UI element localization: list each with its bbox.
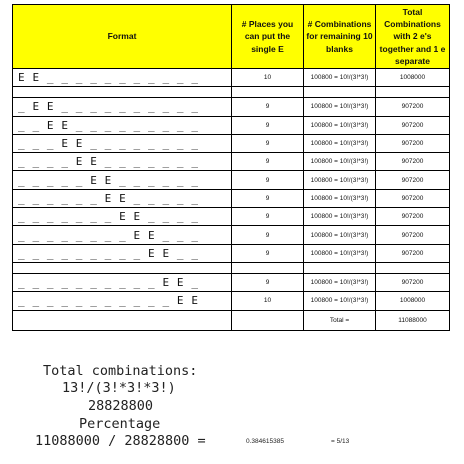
format-cell: _ E E _ _ _ _ _ _ _ _ _ _ <box>13 98 232 116</box>
combinations-cell: 100800 = 10!/(3!*3!) <box>304 116 376 134</box>
total-cell: 1008000 <box>376 69 450 87</box>
format-cell: _ _ _ _ _ _ _ _ E E _ _ _ <box>13 226 232 244</box>
percentage-decimal: 0.384615385 <box>246 438 284 445</box>
combinations-cell: 100800 = 10!/(3!*3!) <box>304 189 376 207</box>
table-row <box>13 116 450 134</box>
combinations-cell: 100800 = 10!/(3!*3!) <box>304 208 376 226</box>
percentage-fraction: = 5/13 <box>331 438 350 445</box>
format-cell: _ _ _ _ _ _ _ _ _ E E _ _ <box>13 244 232 262</box>
combinations-cell: 100800 = 10!/(3!*3!) <box>304 292 376 310</box>
header-total: Total Combinations with 2 e's together and 1 e separate <box>376 5 450 69</box>
total-row <box>13 310 450 330</box>
total-label: Total = <box>304 310 376 330</box>
format-cell: _ _ _ _ _ _ E E _ _ _ _ _ <box>13 189 232 207</box>
table-row <box>13 273 450 291</box>
places-cell: 9 <box>232 116 304 134</box>
places-cell: 9 <box>232 226 304 244</box>
format-cell: _ _ E E _ _ _ _ _ _ _ _ _ <box>13 116 232 134</box>
total-cell: 907200 <box>376 153 450 171</box>
blank-row <box>13 262 450 273</box>
places-cell: 9 <box>232 273 304 291</box>
total-combinations-value: 28828800 <box>88 398 154 414</box>
combinations-cell: 100800 = 10!/(3!*3!) <box>304 69 376 87</box>
header-places: # Places you can put the single E <box>232 5 304 69</box>
total-cell: 907200 <box>376 98 450 116</box>
combinations-cell: 100800 = 10!/(3!*3!) <box>304 171 376 189</box>
combinations-cell: 100800 = 10!/(3!*3!) <box>304 153 376 171</box>
combinations-table <box>12 4 450 331</box>
format-cell: _ _ _ _ _ _ _ _ _ _ _ E E <box>13 292 232 310</box>
combinations-cell: 100800 = 10!/(3!*3!) <box>304 226 376 244</box>
places-cell: 9 <box>232 244 304 262</box>
percentage-formula: 11088000 / 28828800 = <box>35 433 206 449</box>
total-combinations-label: Total combinations: <box>43 363 198 379</box>
total-cell: 907200 <box>376 171 450 189</box>
combinations-cell: 100800 = 10!/(3!*3!) <box>304 244 376 262</box>
format-cell: _ _ _ _ _ _ _ E E _ _ _ _ <box>13 208 232 226</box>
total-cell: 907200 <box>376 226 450 244</box>
header-row <box>13 5 450 69</box>
total-cell: 907200 <box>376 116 450 134</box>
blank-row <box>13 87 450 98</box>
percentage-label: Percentage <box>79 416 161 432</box>
format-cell: _ _ _ _ _ _ _ _ _ _ E E _ <box>13 273 232 291</box>
grand-total: 11088000 <box>376 310 450 330</box>
total-cell: 907200 <box>376 208 450 226</box>
total-cell: 907200 <box>376 244 450 262</box>
places-cell: 10 <box>232 292 304 310</box>
table-row <box>13 98 450 116</box>
format-cell: _ _ _ E E _ _ _ _ _ _ _ _ <box>13 134 232 152</box>
table-row <box>13 292 450 310</box>
total-cell: 907200 <box>376 273 450 291</box>
combinations-cell: 100800 = 10!/(3!*3!) <box>304 98 376 116</box>
format-cell: E E _ _ _ _ _ _ _ _ _ _ _ <box>13 69 232 87</box>
table-row <box>13 69 450 87</box>
places-cell: 10 <box>232 69 304 87</box>
table-row <box>13 208 450 226</box>
places-cell: 9 <box>232 189 304 207</box>
combinations-cell: 100800 = 10!/(3!*3!) <box>304 273 376 291</box>
table-row <box>13 134 450 152</box>
table-row <box>13 189 450 207</box>
places-cell: 9 <box>232 208 304 226</box>
total-cell: 907200 <box>376 134 450 152</box>
combinations-cell: 100800 = 10!/(3!*3!) <box>304 134 376 152</box>
total-combinations-formula: 13!/(3!*3!*3!) <box>62 380 176 396</box>
table-row <box>13 153 450 171</box>
total-cell: 907200 <box>376 189 450 207</box>
table-row <box>13 226 450 244</box>
table-row <box>13 171 450 189</box>
format-cell: _ _ _ _ _ E E _ _ _ _ _ _ <box>13 171 232 189</box>
places-cell: 9 <box>232 134 304 152</box>
header-format: Format <box>13 5 232 69</box>
places-cell: 9 <box>232 153 304 171</box>
format-cell: _ _ _ _ E E _ _ _ _ _ _ _ <box>13 153 232 171</box>
header-combinations: # Combinations for remaining 10 blanks <box>304 5 376 69</box>
table-row <box>13 244 450 262</box>
total-cell: 1008000 <box>376 292 450 310</box>
places-cell: 9 <box>232 171 304 189</box>
places-cell: 9 <box>232 98 304 116</box>
